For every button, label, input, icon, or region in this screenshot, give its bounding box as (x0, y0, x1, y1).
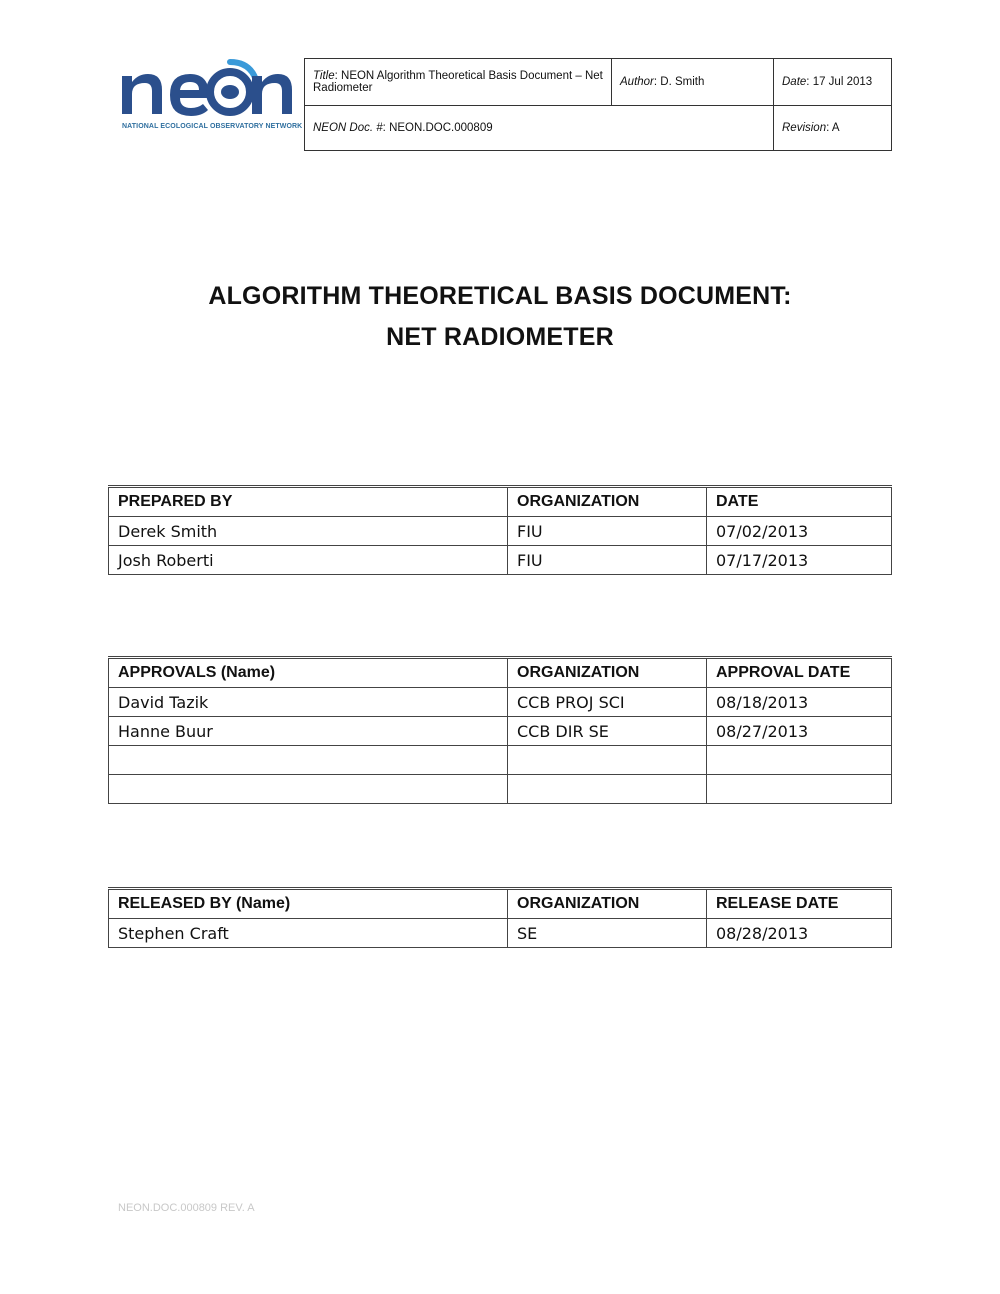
header-revision-label: Revision (782, 122, 827, 134)
table-cell: Derek Smith (109, 517, 508, 546)
table-cell: 07/17/2013 (707, 546, 892, 575)
header-title-value: NEON Algorithm Theoretical Basis Document – Net Radiometer (313, 70, 603, 94)
column-header: DATE (707, 487, 892, 517)
table-cell: Hanne Buur (109, 717, 508, 746)
neon-logo-mark (118, 58, 294, 120)
table-cell: David Tazik (109, 688, 508, 717)
neon-logo (118, 58, 303, 138)
table-cell: Josh Roberti (109, 546, 508, 575)
logo-tagline: NATIONAL ECOLOGICAL OBSERVATORY NETWORK (122, 123, 303, 130)
table-cell: CCB PROJ SCI (508, 688, 707, 717)
header-author-value: D. Smith (660, 76, 705, 88)
table-row (109, 919, 892, 948)
header-author-label: Author (620, 76, 654, 88)
table-cell: 08/18/2013 (707, 688, 892, 717)
approvals-table (108, 656, 892, 804)
header-title-label: Title (313, 70, 335, 82)
table-cell (707, 775, 892, 804)
table-cell: FIU (508, 546, 707, 575)
header-revision-cell: Revision: A (774, 106, 892, 151)
table-cell: Stephen Craft (109, 919, 508, 948)
document-title-line-2: NET RADIOMETER (386, 323, 614, 351)
table-header-row (109, 658, 892, 688)
table-cell (508, 775, 707, 804)
column-header: PREPARED BY (109, 487, 508, 517)
table-cell (109, 746, 508, 775)
column-header: ORGANIZATION (508, 658, 707, 688)
table-cell: 08/28/2013 (707, 919, 892, 948)
header-date-cell: Date: 17 Jul 2013 (774, 59, 892, 106)
header-title-cell: Title: NEON Algorithm Theoretical Basis Document – Net Radiometer (305, 59, 612, 106)
table-cell: CCB DIR SE (508, 717, 707, 746)
header-doc-label: NEON Doc. # (313, 122, 383, 134)
column-header: ORGANIZATION (508, 889, 707, 919)
table-cell: 07/02/2013 (707, 517, 892, 546)
page-footer: NEON.DOC.000809 REV. A (118, 1202, 255, 1214)
table-row (109, 717, 892, 746)
table-cell (707, 746, 892, 775)
column-header: APPROVALS (Name) (109, 658, 508, 688)
header-doc-value: NEON.DOC.000809 (389, 122, 493, 134)
table-row (109, 546, 892, 575)
table-header-row (109, 889, 892, 919)
column-header: APPROVAL DATE (707, 658, 892, 688)
document-header-table (304, 58, 892, 151)
header-date-label: Date (782, 76, 807, 88)
header-revision-value: A (831, 122, 840, 134)
released-by-table (108, 887, 892, 948)
table-cell: FIU (508, 517, 707, 546)
table-cell: SE (508, 919, 707, 948)
column-header: RELEASE DATE (707, 889, 892, 919)
table-row (109, 517, 892, 546)
table-cell: 08/27/2013 (707, 717, 892, 746)
header-author-cell: Author: D. Smith (612, 59, 774, 106)
table-row (109, 746, 892, 775)
prepared-by-table (108, 485, 892, 575)
table-header-row (109, 487, 892, 517)
table-cell (508, 746, 707, 775)
table-row (109, 775, 892, 804)
header-date-value: 17 Jul 2013 (812, 76, 873, 88)
table-row (109, 688, 892, 717)
document-title-line-1: ALGORITHM THEORETICAL BASIS DOCUMENT: (208, 282, 792, 310)
column-header: RELEASED BY (Name) (109, 889, 508, 919)
table-cell (109, 775, 508, 804)
column-header: ORGANIZATION (508, 487, 707, 517)
header-doc-cell: NEON Doc. #: NEON.DOC.000809 (305, 106, 774, 151)
